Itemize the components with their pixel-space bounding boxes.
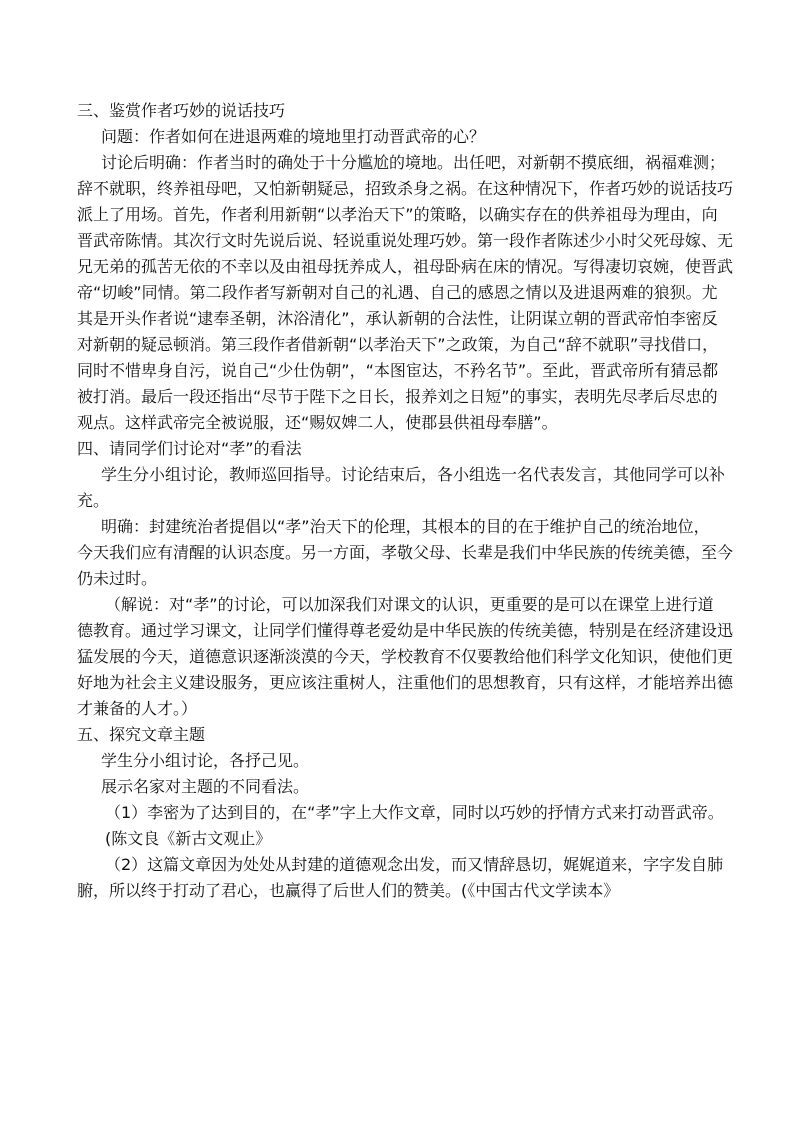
section-3-answer-line: 被打消。最后一段还指出“尽节于陛下之日长，报养刘之日短”的事实，表明先尽孝后尽忠的 — [77, 387, 718, 406]
section-3-answer-line: 同时不惜卑身自污，说自己“少仕伪朝”，“本图宦达，不矜名节”。至此，晋武帝所有猜忌都 — [77, 361, 719, 380]
section-5-paragraph: 学生分小组讨论，各抒己见。 — [101, 751, 310, 770]
document-page — [77, 98, 734, 904]
section-4-conclusion-line: 明确：封建统治者提倡以“孝”治天下的伦理，其根本的目的在于维护自己的统治地位， — [101, 517, 710, 536]
section-3-answer-line: 其是开头作者说“逮奉圣朝，沐浴清化”，承认新朝的合法性，让阴谋立朝的晋武帝怕李密反 — [77, 309, 718, 328]
section-3-answer-line: 帝“切峻”同情。第二段作者写新朝对自己的礼遇、自己的感恩之情以及进退两难的狼狈。尤 — [77, 283, 718, 302]
section-4-note-line: 好地为社会主义建设服务，更应该注重树人，注重他们的思想教育，只有这样，才能培养出德 — [77, 673, 734, 692]
section-3-answer-line: 讨论后明确：作者当时的确处于十分尴尬的境地。出任吧，对新朝不摸底细，祸福难测； — [101, 153, 726, 172]
section-3-question: 问题：作者如何在进退两难的境地里打动晋武帝的心？ — [101, 127, 486, 146]
section-3-answer-line: 观点。这样武帝完全被说服，还“赐奴婢二人，使郡县供祖母奉膳”。 — [77, 413, 558, 432]
section-4-note-line: 猛发展的今天，道德意识逐渐淡漠的今天，学校教育不仅要教给他们科学文化知识，使他们更 — [77, 647, 734, 666]
section-3-heading: 三、鉴赏作者巧妙的说话技巧 — [77, 101, 286, 120]
section-3-answer-line: 晋武帝陈情。其次行文时先说后说、轻说重说处理巧妙。第一段作者陈述少小时父死母嫁、无 — [77, 231, 734, 250]
section-3-answer-line: 辞不就职，终养祖母吧，又怕新朝疑忌，招致杀身之祸。在这种情况下，作者巧妙的说话技巧 — [77, 179, 734, 198]
section-4-heading: 四、请同学们讨论对“孝”的看法 — [77, 439, 302, 458]
section-5-paragraph: 展示名家对主题的不同看法。 — [101, 777, 310, 796]
section-4-note-line: 才兼备的人才。） — [77, 699, 198, 718]
section-5-heading: 五、探究文章主题 — [77, 725, 206, 744]
section-3-answer-line: 派上了用场。首先，作者利用新朝“以孝治天下”的策略，以确实存在的供养祖母为理由，向 — [77, 205, 718, 224]
section-5-view-1-source: (陈文良《新古文观止》 — [105, 829, 272, 848]
section-5-view-2-line: （2）这篇文章因为处处从封建的道德观念出发，而又情辞恳切，娓娓道来，字字发自肺 — [105, 855, 724, 874]
section-4-discussion-line: 充。 — [77, 491, 110, 510]
section-3-answer-line: 对新朝的疑忌顿消。第三段作者借新朝“以孝治天下”之政策，为自己“辞不就职”寻找借口， — [77, 335, 719, 354]
section-4-note-line: 德教育。通过学习课文，让同学们懂得尊老爱幼是中华民族的传统美德，特别是在经济建设迅 — [77, 621, 734, 640]
section-5-view-2-line: 腑，所以终于打动了君心，也赢得了后世人们的赞美。(《中国古代文学读本》 — [77, 881, 620, 900]
section-4-note-line: （解说：对“孝”的讨论，可以加深我们对课文的认识，更重要的是可以在课堂上进行道 — [105, 595, 714, 614]
section-4-conclusion-line: 仍未过时。 — [77, 569, 158, 588]
section-4-discussion-line: 学生分小组讨论，教师巡回指导。讨论结束后，各小组选一名代表发言，其他同学可以补 — [101, 465, 726, 484]
section-3-answer-line: 兄无弟的孤苦无依的不幸以及由祖母抚养成人，祖母卧病在床的情况。写得凄切哀婉，使晋武 — [77, 257, 734, 276]
section-4-conclusion-line: 今天我们应有清醒的认识态度。另一方面，孝敬父母、长辈是我们中华民族的传统美德，至今 — [77, 543, 734, 562]
section-5-view-1-line: （1）李密为了达到目的，在“孝”字上大作文章，同时以巧妙的抒情方式来打动晋武帝。 — [105, 803, 724, 822]
